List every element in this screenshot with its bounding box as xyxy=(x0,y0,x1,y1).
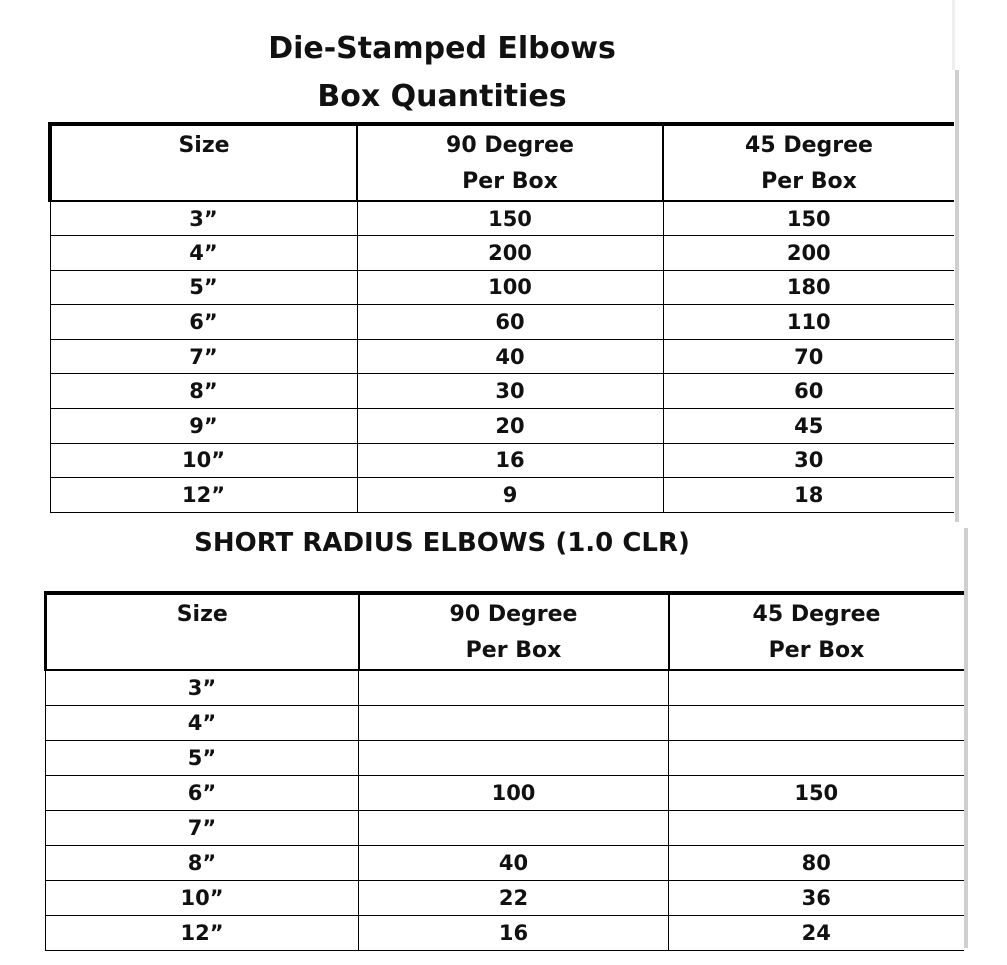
90-degree-column-header xyxy=(359,593,669,670)
table-row xyxy=(50,339,954,374)
45-degree-column-header xyxy=(663,124,954,201)
90-degree-cell xyxy=(359,705,669,740)
size-cell: 3” xyxy=(46,670,359,705)
table-row xyxy=(46,880,964,915)
45-degree-cell xyxy=(669,670,964,705)
90-degree-cell: 20 xyxy=(357,409,663,444)
table-row xyxy=(50,409,954,444)
size-header-label: Size xyxy=(176,602,228,627)
size-cell: 5” xyxy=(46,740,359,775)
90-degree-cell xyxy=(359,670,669,705)
45-degree-header-line1: 45 Degree xyxy=(745,133,873,158)
page-edge-divider xyxy=(955,70,959,522)
45-degree-cell: 45 xyxy=(663,409,954,444)
45-degree-header-line2: Per Box xyxy=(761,169,857,194)
document-title: Die-Stamped Elbows xyxy=(268,31,616,66)
table-header-row xyxy=(46,593,964,670)
table-row xyxy=(46,670,964,705)
size-cell: 12” xyxy=(50,478,357,513)
45-degree-cell: 80 xyxy=(669,845,964,880)
45-degree-header-line2: Per Box xyxy=(768,638,865,663)
table-body xyxy=(46,670,964,950)
size-header-label: Size xyxy=(178,133,230,158)
size-cell: 10” xyxy=(46,880,359,915)
table-row xyxy=(50,270,954,305)
size-cell: 8” xyxy=(46,845,359,880)
size-cell: 7” xyxy=(46,810,359,845)
90-degree-cell: 30 xyxy=(357,374,663,409)
90-degree-cell: 200 xyxy=(357,236,663,271)
table-row xyxy=(50,305,954,340)
size-cell: 6” xyxy=(46,775,359,810)
die-stamped-elbows-table xyxy=(48,122,954,513)
size-column-header xyxy=(46,593,359,670)
90-degree-cell: 40 xyxy=(357,339,663,374)
45-degree-cell xyxy=(669,810,964,845)
45-degree-cell: 60 xyxy=(663,374,954,409)
90-degree-header-line1: 90 Degree xyxy=(446,133,574,158)
page-edge-divider xyxy=(952,0,955,70)
table-row xyxy=(50,236,954,271)
table-row xyxy=(50,374,954,409)
90-degree-cell: 60 xyxy=(357,305,663,340)
size-cell: 6” xyxy=(50,305,357,340)
45-degree-cell: 18 xyxy=(663,478,954,513)
45-degree-cell: 36 xyxy=(669,880,964,915)
45-degree-cell: 180 xyxy=(663,270,954,305)
45-degree-cell: 110 xyxy=(663,305,954,340)
table-row xyxy=(46,705,964,740)
45-degree-cell: 24 xyxy=(669,915,964,950)
90-degree-header-line1: 90 Degree xyxy=(449,602,578,627)
90-degree-cell: 22 xyxy=(359,880,669,915)
45-degree-cell: 30 xyxy=(663,443,954,478)
90-degree-cell: 150 xyxy=(357,201,663,236)
size-cell: 4” xyxy=(50,236,357,271)
90-degree-cell: 40 xyxy=(359,845,669,880)
table-row xyxy=(46,915,964,950)
table-row xyxy=(50,201,954,236)
90-degree-cell: 16 xyxy=(357,443,663,478)
size-cell: 8” xyxy=(50,374,357,409)
45-degree-cell: 70 xyxy=(663,339,954,374)
size-cell: 3” xyxy=(50,201,357,236)
table-row xyxy=(46,775,964,810)
45-degree-header-line1: 45 Degree xyxy=(752,602,881,627)
size-cell: 4” xyxy=(46,705,359,740)
page-edge-divider xyxy=(964,528,968,948)
size-column-header xyxy=(50,124,357,201)
45-degree-cell: 200 xyxy=(663,236,954,271)
90-degree-header-line2: Per Box xyxy=(465,638,562,663)
table-body xyxy=(50,201,954,512)
45-degree-cell xyxy=(669,740,964,775)
table-row xyxy=(50,443,954,478)
45-degree-cell: 150 xyxy=(669,775,964,810)
size-cell: 10” xyxy=(50,443,357,478)
short-radius-section-title: SHORT RADIUS ELBOWS (1.0 CLR) xyxy=(194,528,690,558)
table-row xyxy=(46,740,964,775)
table-row xyxy=(46,845,964,880)
45-degree-cell: 150 xyxy=(663,201,954,236)
table-header-row xyxy=(50,124,954,201)
90-degree-cell: 100 xyxy=(357,270,663,305)
45-degree-column-header xyxy=(669,593,964,670)
90-degree-cell xyxy=(359,810,669,845)
90-degree-cell: 16 xyxy=(359,915,669,950)
90-degree-cell: 100 xyxy=(359,775,669,810)
document-subtitle: Box Quantities xyxy=(317,79,567,114)
size-cell: 5” xyxy=(50,270,357,305)
90-degree-cell: 9 xyxy=(357,478,663,513)
size-cell: 9” xyxy=(50,409,357,444)
45-degree-cell xyxy=(669,705,964,740)
90-degree-cell xyxy=(359,740,669,775)
90-degree-header-line2: Per Box xyxy=(462,169,558,194)
size-cell: 12” xyxy=(46,915,359,950)
90-degree-column-header xyxy=(357,124,663,201)
table-row xyxy=(50,478,954,513)
size-cell: 7” xyxy=(50,339,357,374)
short-radius-elbows-table xyxy=(44,591,964,951)
table-row xyxy=(46,810,964,845)
